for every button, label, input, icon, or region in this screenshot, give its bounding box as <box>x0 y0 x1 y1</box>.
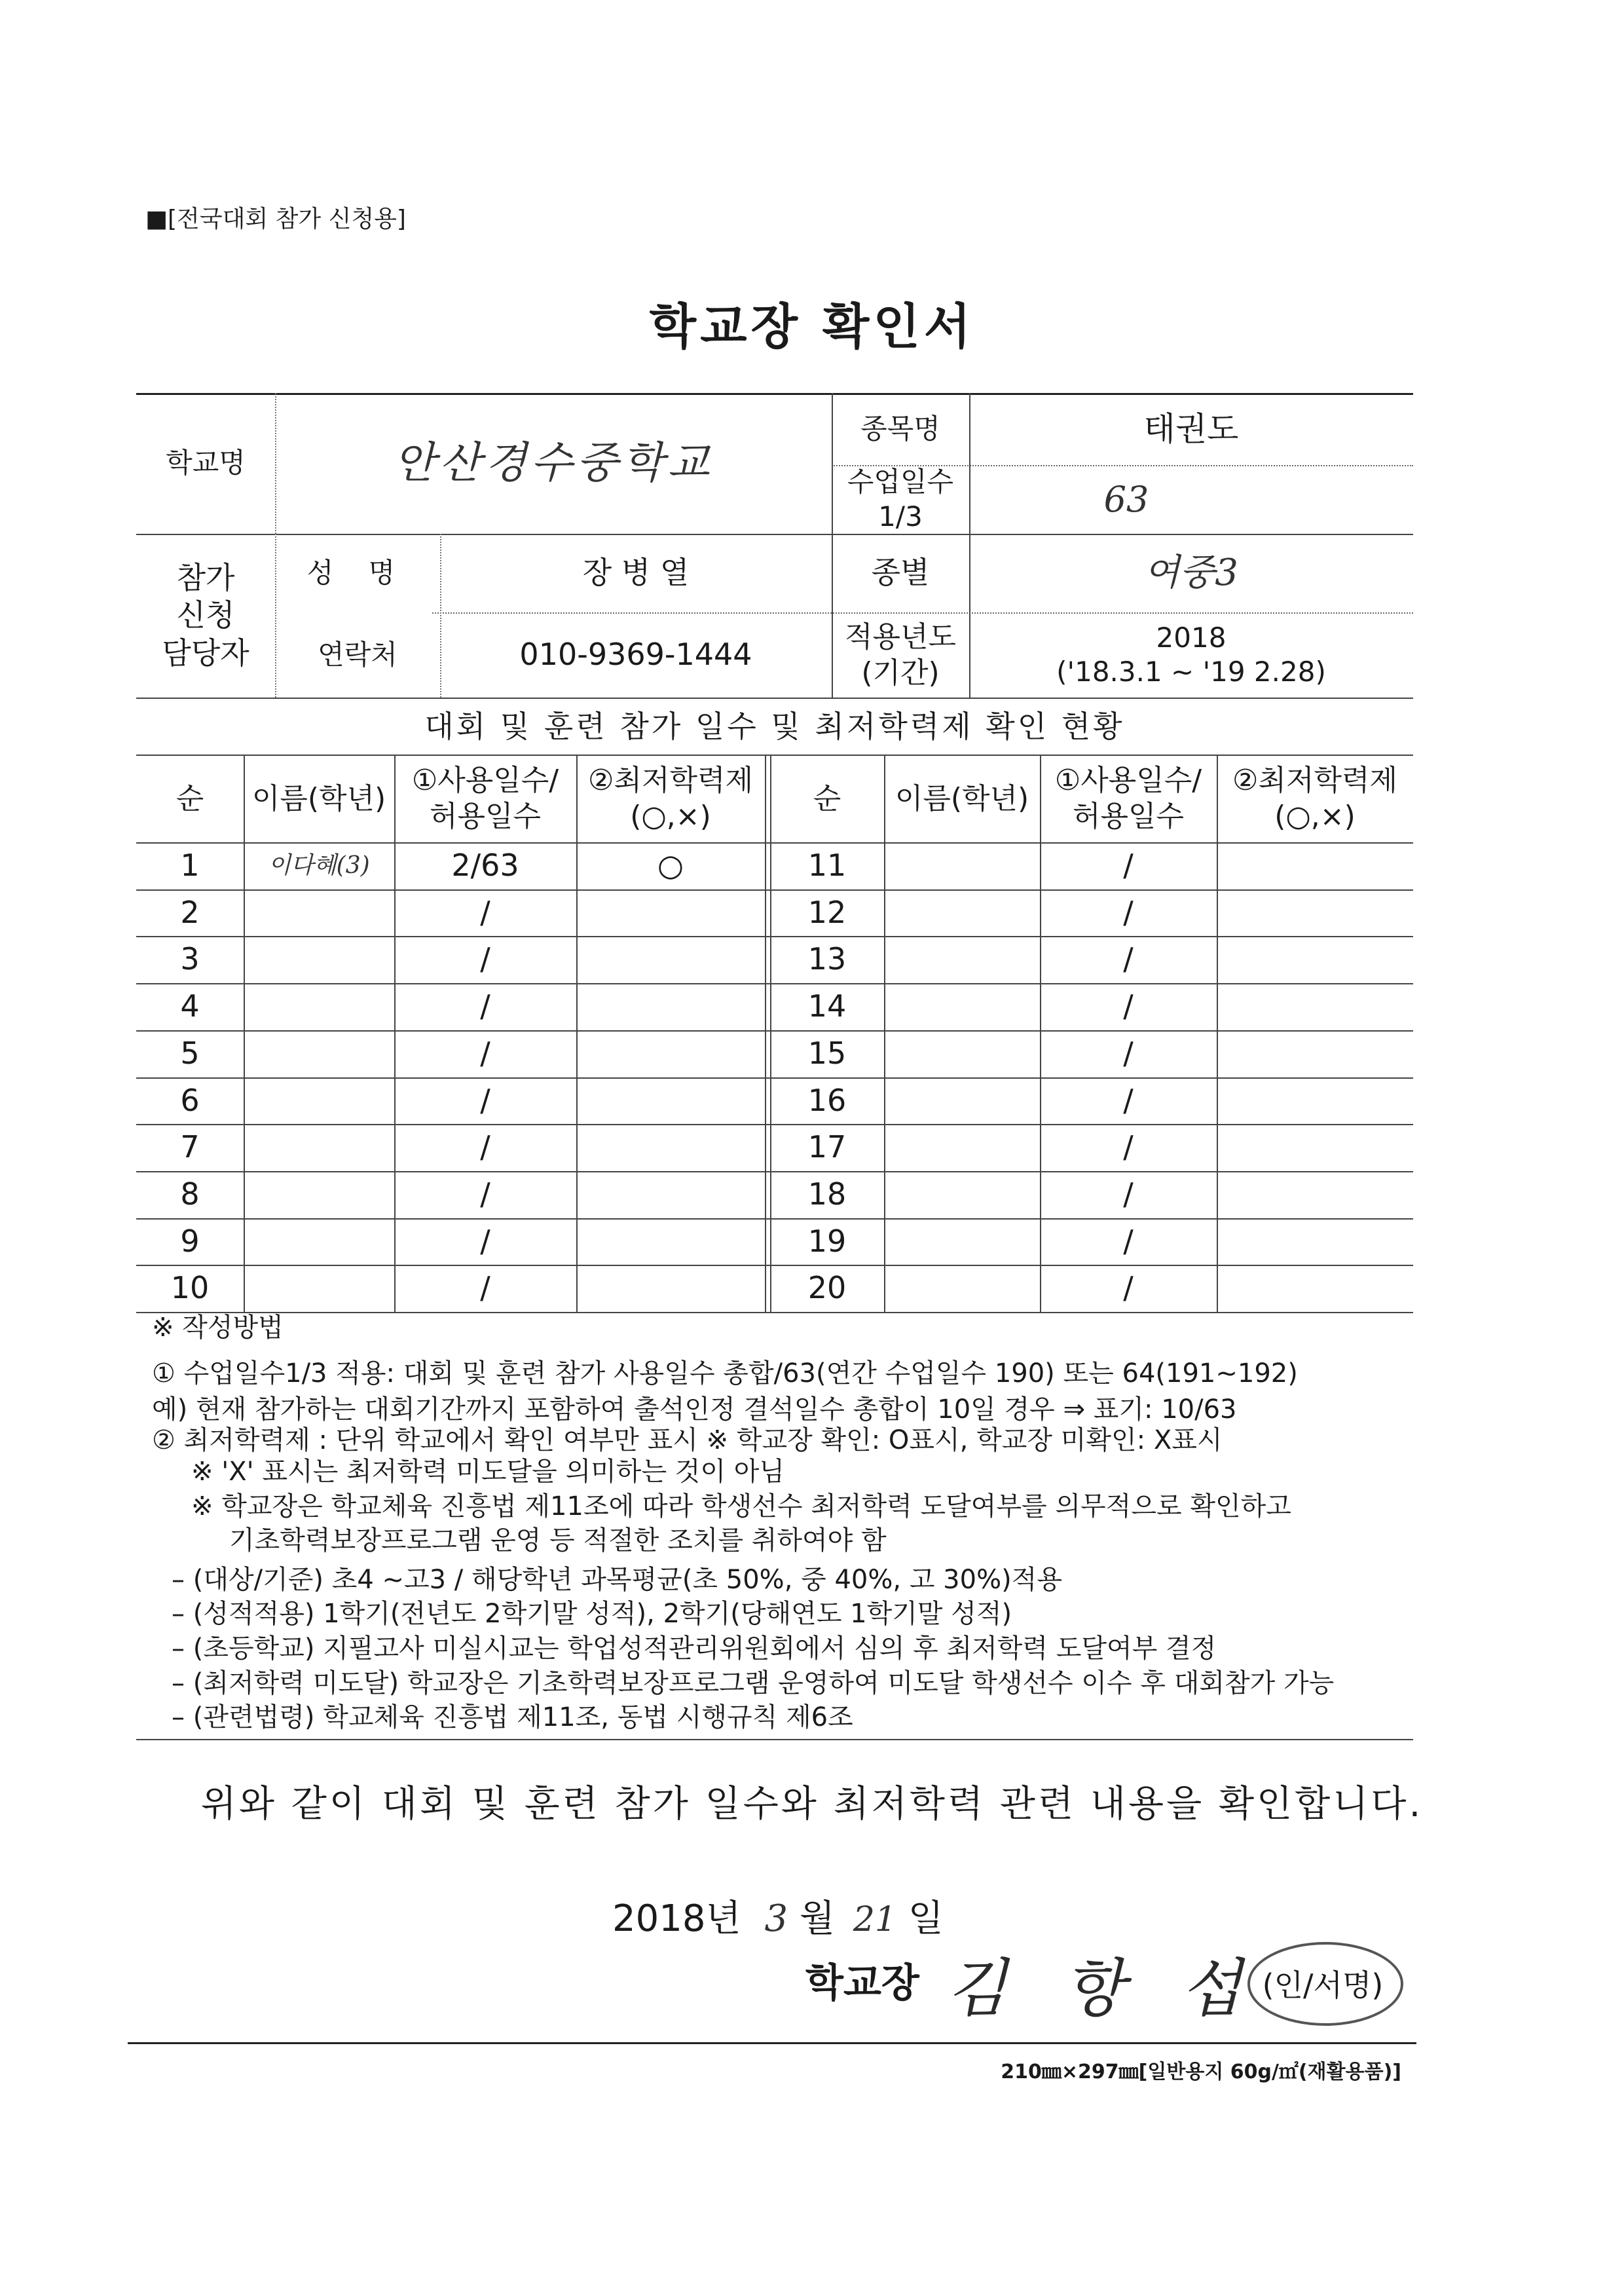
table-cell-no: 12 <box>807 894 847 930</box>
table-cell-days: / <box>1123 1223 1134 1259</box>
note-line-4: ※ 'X' 표시는 최저학력 미도달을 의미하는 것이 아님 <box>191 1457 785 1487</box>
category-value: 여중3 <box>1144 551 1238 594</box>
notes-heading: ※ 작성방법 <box>152 1313 284 1343</box>
table-cell-no: 7 <box>180 1129 200 1165</box>
table-cell-name <box>244 983 394 1030</box>
header-days-left-line1: ①사용일수/ <box>411 764 559 797</box>
header-min-left <box>576 755 765 842</box>
table-cell-min <box>1217 889 1413 937</box>
table-cell-days: / <box>1123 1129 1134 1165</box>
header-days-right-line2: 허용일수 <box>1072 800 1184 833</box>
date-line <box>612 1890 944 1942</box>
contact-value: 010-9369-1444 <box>519 637 752 673</box>
table-cell-no: 6 <box>180 1082 200 1118</box>
table-vline-middle-a <box>765 755 766 1312</box>
table-cell-no: 16 <box>807 1082 847 1118</box>
year-label-line1: 적용년도 <box>844 620 956 654</box>
applicant-label-line2: 신청 <box>176 597 235 633</box>
table-cell-no: 9 <box>180 1223 200 1259</box>
table-cell-days: / <box>480 894 490 930</box>
note-line-6: 기초학력보장프로그램 운영 등 적절한 조치를 취하여야 함 <box>229 1525 887 1556</box>
table-cell-name <box>884 1124 1040 1171</box>
table-cell-days: / <box>1123 1035 1134 1071</box>
table-cell-min <box>576 983 765 1030</box>
table-cell-days: / <box>480 941 490 977</box>
table-cell-min <box>576 936 765 983</box>
date-month: 3 <box>764 1897 788 1940</box>
table-cell-min <box>1217 1124 1413 1171</box>
name-label: 성 명 <box>306 556 409 589</box>
year-label-line2: (기간) <box>861 656 940 690</box>
table-cell-name <box>884 889 1040 937</box>
table-cell-no: 8 <box>180 1176 200 1212</box>
event-value: 태권도 <box>1143 409 1239 448</box>
table-cell-min <box>576 1077 765 1125</box>
date-day-unit: 일 <box>908 1897 944 1940</box>
note-line-11: – (관련법령) 학교체육 진흥법 제11조, 동법 시행규칙 제6조 <box>172 1702 853 1732</box>
table-cell-no: 2 <box>180 894 200 930</box>
table-cell-min <box>576 889 765 937</box>
note-line-2: 예) 현재 참가하는 대회기간까지 포함하여 출석인정 결석일수 총합이 10일 경우 ⇒ 표기: 10/63 <box>152 1394 1237 1425</box>
table-cell-name <box>884 1171 1040 1218</box>
principal-label: 학교장 <box>805 1960 919 2006</box>
table-cell-min <box>576 1030 765 1077</box>
table-cell-no: 4 <box>180 988 200 1024</box>
table-cell-days: / <box>1123 1176 1134 1212</box>
date-day: 21 <box>853 1900 896 1939</box>
note-line-9: – (초등학교) 지필고사 미실시교는 학업성적관리위원회에서 심의 후 최저학력 도달여부 결정 <box>172 1633 1217 1664</box>
class-days-label-line2: 1/3 <box>878 500 923 532</box>
header-no-right: 순 <box>813 781 841 815</box>
year-value-line1: 2018 <box>1156 621 1227 654</box>
table-cell-name: 이다혜(3) <box>268 852 370 880</box>
header-days-right <box>1040 755 1217 842</box>
table-cell-no: 5 <box>180 1035 200 1071</box>
table-cell-min <box>1217 1077 1413 1125</box>
year-label <box>832 612 969 698</box>
table-cell-no: 1 <box>180 848 200 884</box>
applicant-label <box>136 534 275 698</box>
table-cell-no: 15 <box>807 1035 847 1071</box>
table-cell-days: / <box>1123 894 1134 930</box>
table-cell-min <box>1217 1218 1413 1265</box>
table-cell-no: 20 <box>807 1270 847 1306</box>
notes-bottom-border <box>136 1739 1413 1740</box>
table-cell-name <box>244 1171 394 1218</box>
header-days-left <box>394 755 576 842</box>
table-cell-days: / <box>480 988 490 1024</box>
header-min-left-line1: ②최저학력제 <box>588 764 753 797</box>
class-days-label <box>832 465 969 534</box>
table-cell-min <box>1217 1265 1413 1312</box>
name-value: 장 병 열 <box>582 555 690 591</box>
table-cell-days: / <box>1123 941 1134 977</box>
table-cell-no: 11 <box>807 848 847 884</box>
table-cell-name <box>244 1030 394 1077</box>
note-line-10: – (최저학력 미도달) 학교장은 기초학력보장프로그램 운영하여 미도달 학생선수 이수 후 대회참가 가능 <box>172 1668 1335 1698</box>
note-line-3: ② 최저학력제 : 단위 학교에서 확인 여부만 표시 ※ 학교장 확인: O표시, 학교장 미확인: X표시 <box>152 1425 1223 1455</box>
date-year: 2018년 <box>612 1897 741 1940</box>
footer-border <box>128 2042 1416 2044</box>
table-cell-name <box>884 1218 1040 1265</box>
applicant-label-line1: 참가 <box>176 559 235 595</box>
event-label: 종목명 <box>860 412 940 445</box>
table-cell-name <box>244 1265 394 1312</box>
table-cell-no: 3 <box>180 941 200 977</box>
table-cell-days: 2/63 <box>451 848 519 884</box>
applicant-label-line3: 담당자 <box>162 635 249 671</box>
principal-signature: 김 항 섭 <box>946 1952 1261 2025</box>
table-cell-name <box>244 1077 394 1125</box>
footer-text: 210㎜×297㎜[일반용지 60g/㎡(재활용품)] <box>1001 2061 1401 2083</box>
table-cell-no: 14 <box>807 988 847 1024</box>
table-cell-no: 19 <box>807 1223 847 1259</box>
table-cell-name <box>244 936 394 983</box>
category-label: 종별 <box>871 555 930 591</box>
table-cell-name <box>244 1124 394 1171</box>
table-cell-no: 10 <box>170 1270 210 1306</box>
table-cell-days: / <box>1123 1270 1134 1306</box>
header-name-right: 이름(학년) <box>895 781 1029 815</box>
table-cell-name <box>244 889 394 937</box>
table-cell-min <box>576 1265 765 1312</box>
table-cell-days: / <box>480 1082 490 1118</box>
table-cell-min <box>1217 936 1413 983</box>
confirm-text: 위와 같이 대회 및 훈련 참가 일수와 최저학력 관련 내용을 확인합니다. <box>200 1783 1424 1825</box>
table-cell-min <box>1217 842 1413 889</box>
table-cell-name <box>884 842 1040 889</box>
contact-label: 연락처 <box>318 638 397 671</box>
table-cell-days: / <box>480 1035 490 1071</box>
header-name-left: 이름(학년) <box>251 781 386 815</box>
table-cell-name <box>884 983 1040 1030</box>
principal-seal-text: (인/서명) <box>1262 1968 1384 2003</box>
table-cell-no: 17 <box>807 1129 847 1165</box>
table-bottom-border <box>136 1312 1413 1313</box>
table-cell-min <box>576 1171 765 1218</box>
header-days-left-line2: 허용일수 <box>429 800 541 833</box>
table-cell-days: / <box>480 1176 490 1212</box>
class-days-label-line1: 수업일수 <box>847 466 954 498</box>
table-cell-days: / <box>480 1129 490 1165</box>
header-no-left: 순 <box>175 781 204 815</box>
page-title: 학교장 확인서 <box>649 299 975 355</box>
school-value: 안산경수중학교 <box>393 438 714 489</box>
school-label: 학교명 <box>166 447 246 479</box>
year-value-line2: ('18.3.1 ~ '19 2.28) <box>1056 656 1326 688</box>
note-line-8: – (성적적용) 1학기(전년도 2학기말 성적), 2학기(당해연도 1학기말 성적) <box>172 1599 1012 1629</box>
table-cell-name <box>884 936 1040 983</box>
header-days-right-line1: ①사용일수/ <box>1054 764 1202 797</box>
table-cell-min <box>1217 1030 1413 1077</box>
year-value <box>969 612 1413 698</box>
class-days-value: 63 <box>1103 478 1149 520</box>
table-cell-no: 18 <box>807 1176 847 1212</box>
date-month-unit: 월 <box>799 1897 835 1940</box>
status-title: 대회 및 훈련 참가 일수 및 최저학력제 확인 현황 <box>424 709 1125 745</box>
table-cell-min <box>1217 1171 1413 1218</box>
table-cell-days: / <box>1123 988 1134 1024</box>
table-cell-min <box>576 1218 765 1265</box>
table-cell-name <box>884 1030 1040 1077</box>
note-line-5: ※ 학교장은 학교체육 진흥법 제11조에 따라 학생선수 최저학력 도달여부를 의무적으로 확인하고 <box>191 1491 1291 1521</box>
table-cell-name <box>244 1218 394 1265</box>
info-bottom-border <box>136 698 1413 699</box>
table-cell-no: 13 <box>807 941 847 977</box>
note-line-1: ① 수업일수1/3 적용: 대회 및 훈련 참가 사용일수 총합/63(연간 수업일수 190) 또는 64(191~192) <box>152 1358 1298 1389</box>
table-cell-days: / <box>1123 848 1134 884</box>
table-cell-days: / <box>480 1270 490 1306</box>
table-cell-days: / <box>1123 1082 1134 1118</box>
table-cell-min: ○ <box>657 848 684 884</box>
form-tag: ■[전국대회 참가 신청용] <box>145 206 406 233</box>
header-min-right <box>1217 755 1413 842</box>
table-cell-days: / <box>480 1223 490 1259</box>
table-cell-name <box>884 1265 1040 1312</box>
table-cell-min <box>1217 983 1413 1030</box>
table-cell-min <box>576 1124 765 1171</box>
header-min-left-line2: (○,×) <box>630 800 711 833</box>
note-line-7: – (대상/기준) 초4 ~고3 / 해당학년 과목평균(초 50%, 중 40%, 고 30%)적용 <box>172 1565 1062 1595</box>
header-min-right-line1: ②최저학력제 <box>1232 764 1397 797</box>
table-cell-name <box>884 1077 1040 1125</box>
header-min-right-line2: (○,×) <box>1274 800 1356 833</box>
